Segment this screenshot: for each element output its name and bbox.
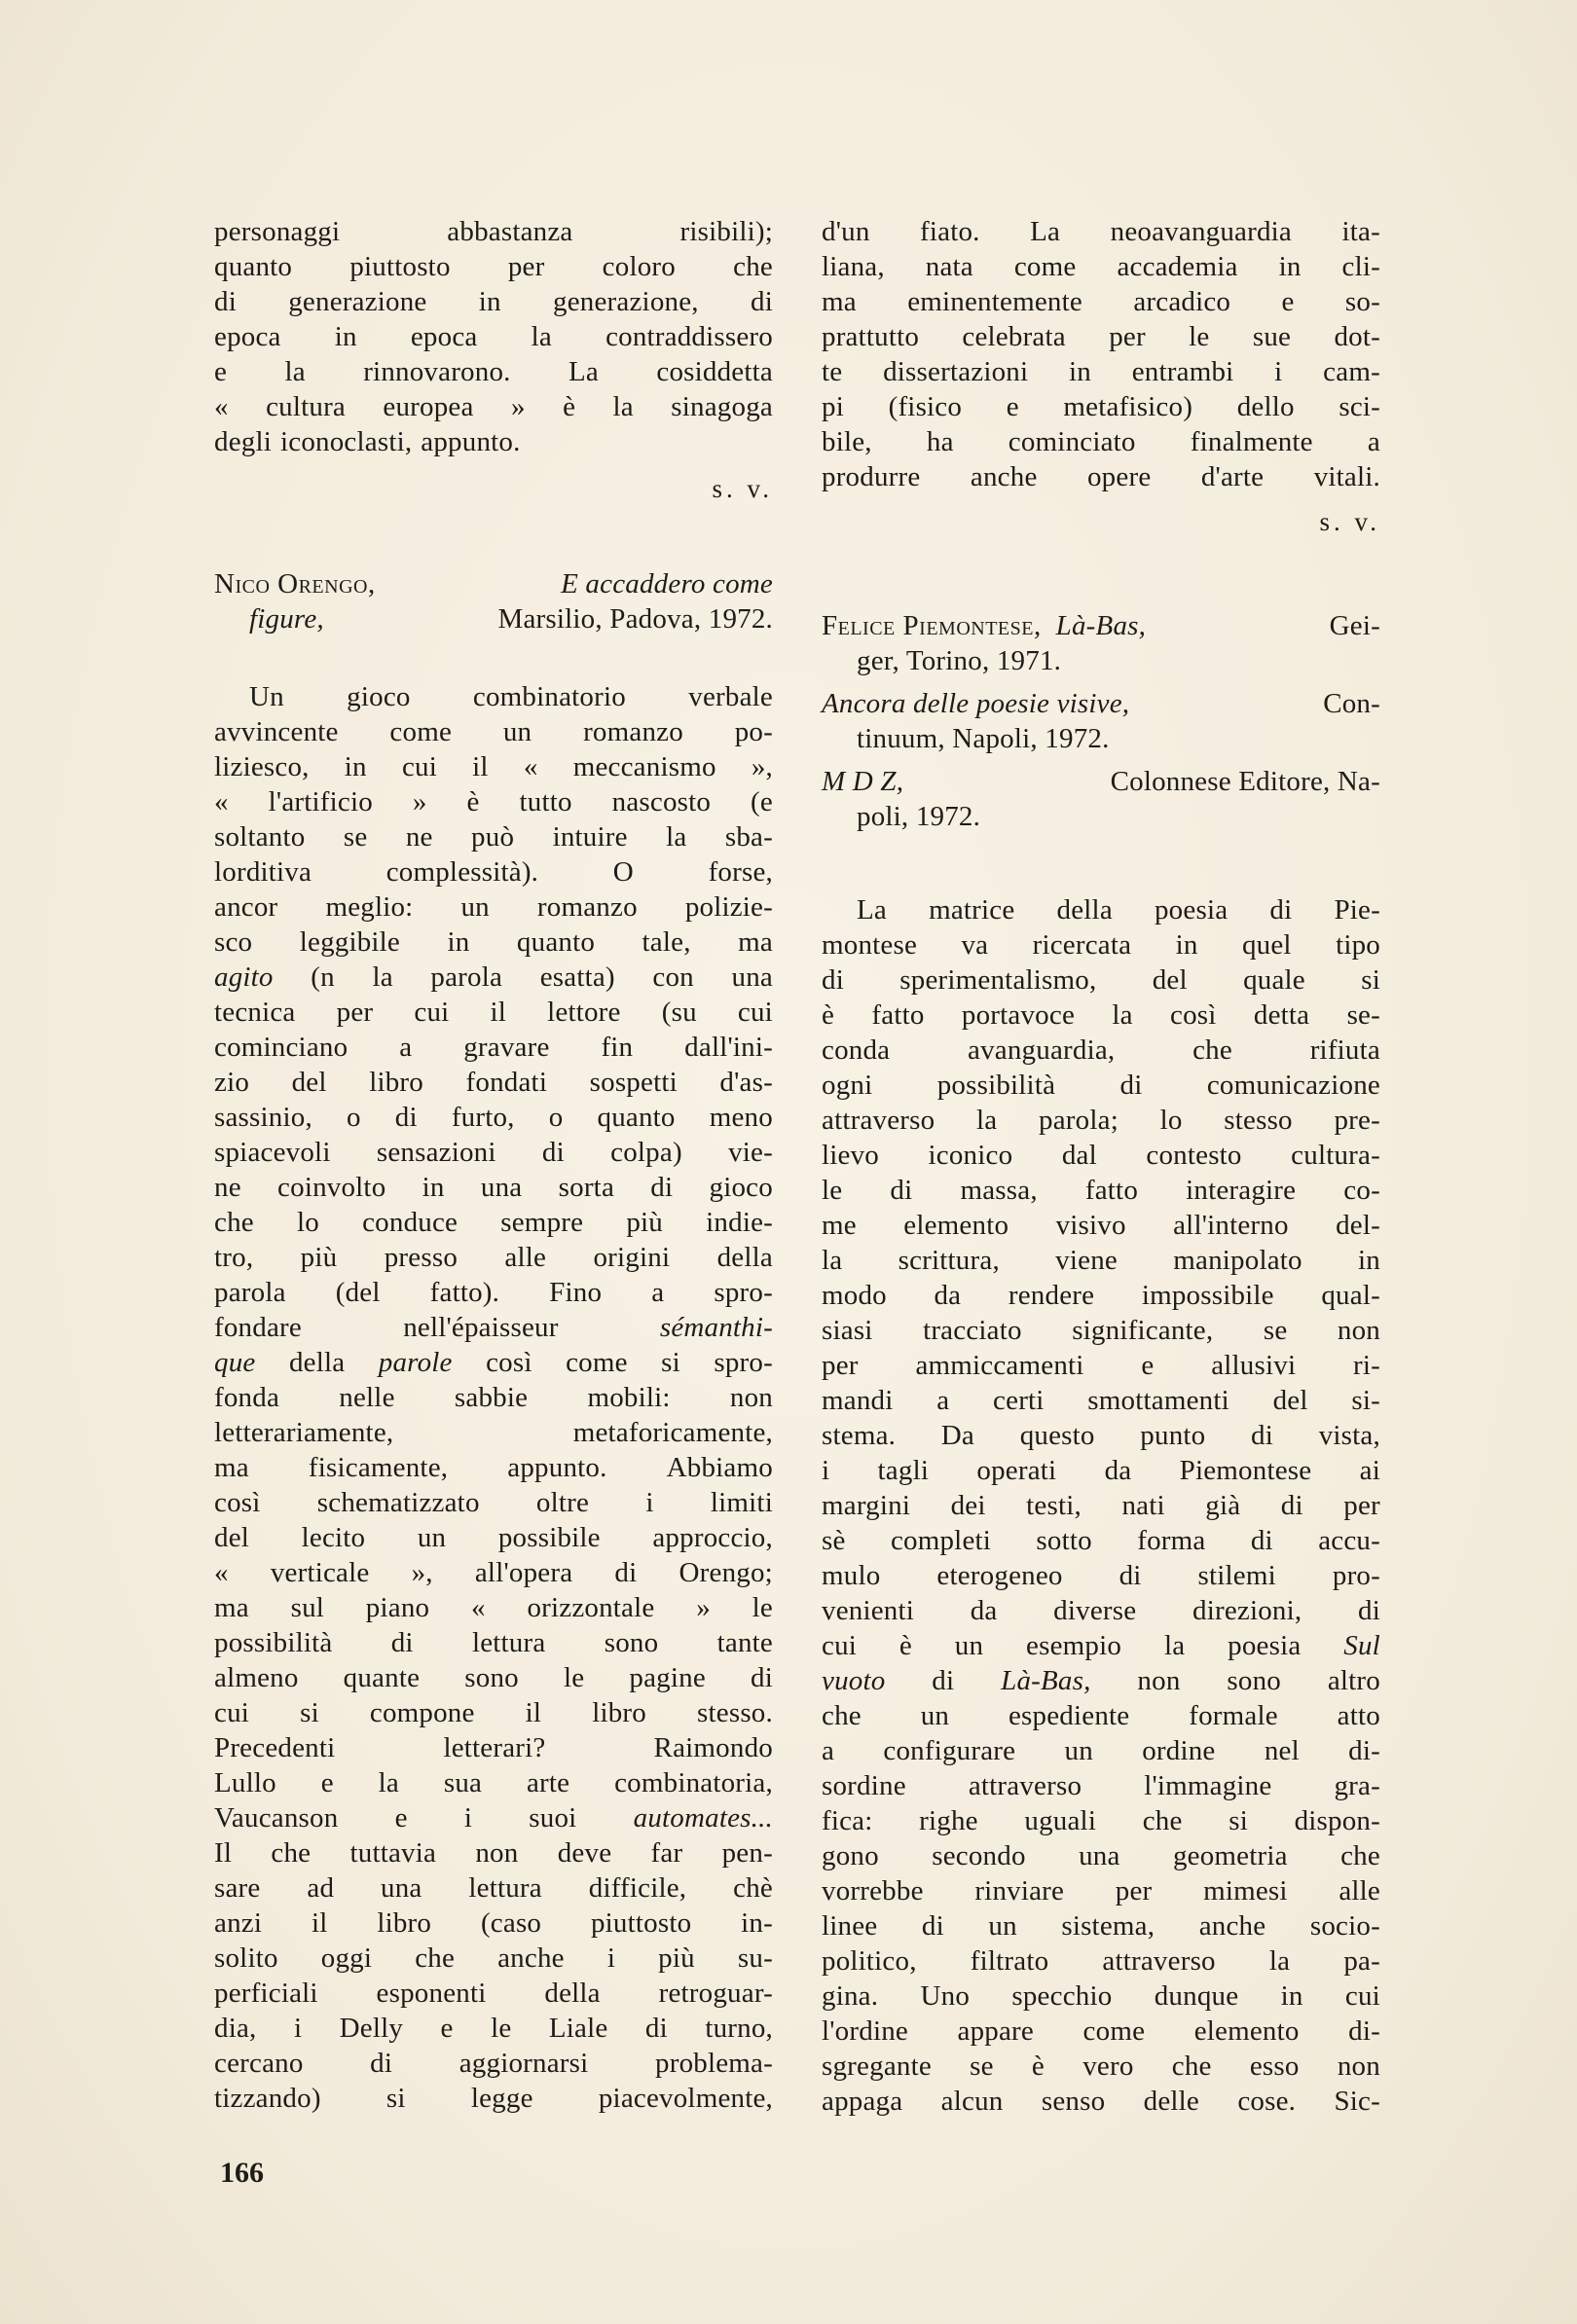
text-line: l'ordine appare come elemento di- [822, 2015, 1380, 2047]
text-line: te dissertazioni in entrambi i cam- [822, 356, 1380, 387]
text-line: ogni possibilità di comunicazione [822, 1070, 1380, 1101]
text-line: venienti da diverse direzioni, di [822, 1595, 1380, 1626]
text-line: prattutto celebrata per le sue dot- [822, 321, 1380, 352]
text-line: mandi a certi smottamenti del si- [822, 1385, 1380, 1416]
ref3-publisher: poli, 1972. [857, 801, 981, 832]
text-line: fica: righe uguali che si dispon- [822, 1805, 1380, 1836]
text-line: sordine attraverso l'immagine gra- [822, 1770, 1380, 1801]
text-line: ma eminentemente arcadico e so- [822, 286, 1380, 317]
text-line: gina. Uno specchio dunque in cui [822, 1980, 1380, 2012]
text-line: vuoto di Là-Bas, non sono altro [822, 1665, 1380, 1696]
text-line: ancor meglio: un romanzo polizie- [214, 891, 773, 923]
text-line: tro, più presso alle origini della [214, 1242, 773, 1273]
text-line: Vaucanson e i suoi automates... [214, 1802, 773, 1834]
ref1-rest: Gei- [1329, 610, 1380, 641]
text-line: lievo iconico dal contesto cultura- [822, 1140, 1380, 1171]
text-line: margini dei testi, nati già di per [822, 1490, 1380, 1521]
text-line: almeno quante sono le pagine di [214, 1662, 773, 1693]
text-line: tizzando) si legge piacevolmente, [214, 2083, 773, 2114]
text-line: per ammiccamenti e allusivi ri- [822, 1350, 1380, 1381]
previous-review-ending [822, 214, 1380, 494]
text-line: appaga alcun senso delle cose. Sic- [822, 2086, 1380, 2117]
text-line: dia, i Delly e le Liale di turno, [214, 2013, 773, 2044]
text-line: sgregante se è vero che esso non [822, 2051, 1380, 2082]
ref3-title: M D Z, [822, 766, 904, 797]
text-line: que della parole così come si spro- [214, 1347, 773, 1378]
text-line: d'un fiato. La neoavanguardia ita- [822, 216, 1380, 247]
text-line: montese va ricercata in quel tipo [822, 929, 1380, 961]
text-line: fonda nelle sabbie mobili: non [214, 1382, 773, 1413]
text-line: liana, nata come accademia in cli- [822, 251, 1380, 282]
text-line: Lullo e la sua arte combinatoria, [214, 1767, 773, 1798]
text-line: sco leggibile in quanto tale, ma [214, 926, 773, 958]
text-line: possibilità di lettura sono tante [214, 1627, 773, 1658]
text-line: degli iconoclasti, appunto. [214, 426, 521, 457]
text-line: « l'artificio » è tutto nascosto (e [214, 786, 773, 817]
text-line: le di massa, fatto interagire co- [822, 1175, 1380, 1206]
text-line: ne coinvolto in una sorta di gioco [214, 1172, 773, 1203]
book-author: Nico Orengo, [214, 568, 376, 599]
text-line: parola (del fatto). Fino a spro- [214, 1277, 773, 1308]
previous-review-ending [214, 214, 773, 459]
text-line: quanto piuttosto per coloro che [214, 251, 773, 282]
text-line: cominciano a gravare fin dall'ini- [214, 1032, 773, 1063]
ref2-publisher: tinuum, Napoli, 1972. [857, 723, 1110, 754]
text-line: che un espediente formale atto [822, 1700, 1380, 1731]
text-line: Il che tuttavia non deve far pen- [214, 1837, 773, 1869]
book-title: E accaddero come [561, 568, 773, 599]
text-line: perficiali esponenti della retroguar- [214, 1978, 773, 2009]
text-line: me elemento visivo all'interno del- [822, 1210, 1380, 1241]
text-line: politico, filtrato attraverso la pa- [822, 1945, 1380, 1977]
ref1-author-title: Felice Piemontese, Là-Bas, [822, 610, 1147, 641]
text-line: cui si compone il libro stesso. [214, 1697, 773, 1728]
references-heading [822, 608, 1380, 834]
text-line: di generazione in generazione, di [214, 286, 773, 317]
text-line: lorditiva complessità). O forse, [214, 856, 773, 888]
text-line: zio del libro fondati sospetti d'as- [214, 1067, 773, 1098]
text-line: anzi il libro (caso piuttosto in- [214, 1907, 773, 1939]
text-line: di sperimentalismo, del quale si [822, 964, 1380, 996]
text-line: soltanto se ne può intuire la sba- [214, 821, 773, 853]
text-line: mulo eterogeneo di stilemi pro- [822, 1560, 1380, 1591]
text-line: fondare nell'épaisseur sémanthi- [214, 1312, 773, 1343]
text-line: attraverso la parola; lo stesso pre- [822, 1105, 1380, 1136]
text-line: siasi tracciato significante, se non [822, 1315, 1380, 1346]
ref2-title: Ancora delle poesie visive, [822, 688, 1130, 719]
text-line: vorrebbe rinviare per mimesi alle [822, 1875, 1380, 1906]
page-number: 166 [220, 2157, 264, 2189]
text-line: « cultura europea » è la sinagoga [214, 391, 773, 422]
text-line: « verticale », all'opera di Orengo; [214, 1557, 773, 1588]
text-line: Un gioco combinatorio verbale [249, 681, 773, 712]
text-line: produrre anche opere d'arte vitali. [822, 461, 1380, 492]
text-line: ma sul piano « orizzontale » le [214, 1592, 773, 1623]
review-heading [214, 566, 773, 636]
text-line: la scrittura, viene manipolato in [822, 1245, 1380, 1276]
text-line: agito (n la parola esatta) con una [214, 962, 773, 993]
text-line: tecnica per cui il lettore (su cui [214, 997, 773, 1028]
ref2-rest: Con- [1323, 688, 1380, 719]
text-line: bile, ha cominciato finalmente a [822, 426, 1380, 457]
text-line: del lecito un possibile approccio, [214, 1522, 773, 1553]
text-line: Precedenti letterari? Raimondo [214, 1732, 773, 1763]
text-line: gono secondo una geometria che [822, 1840, 1380, 1871]
text-line: conda avanguardia, che rifiuta [822, 1035, 1380, 1066]
book-title-continued: figure, [249, 603, 324, 635]
text-line: è fatto portavoce la così detta se- [822, 999, 1380, 1031]
text-line: modo da rendere impossibile qual- [822, 1280, 1380, 1311]
text-line: ma fisicamente, appunto. Abbiamo [214, 1452, 773, 1483]
review-signature: s. v. [712, 474, 773, 503]
text-line: sassinio, o di furto, o quanto meno [214, 1102, 773, 1133]
text-line: avvincente come un romanzo po- [214, 716, 773, 747]
text-line: personaggi abbastanza risibili); [214, 216, 773, 247]
text-line: i tagli operati da Piemontese ai [822, 1455, 1380, 1486]
text-line: pi (fisico e metafisico) dello sci- [822, 391, 1380, 422]
text-line: stema. Da questo punto di vista, [822, 1420, 1380, 1451]
text-line: sè completi sotto forma di accu- [822, 1525, 1380, 1556]
book-publisher: Marsilio, Padova, 1972. [497, 603, 773, 635]
text-line: liziesco, in cui il « meccanismo », [214, 751, 773, 782]
text-line: cui è un esempio la poesia Sul [822, 1630, 1380, 1661]
review-body [214, 679, 773, 2116]
text-line: a configurare un ordine nel di- [822, 1735, 1380, 1766]
text-line: così schematizzato oltre i limiti [214, 1487, 773, 1518]
ref1-publisher: ger, Torino, 1971. [857, 645, 1062, 676]
text-line: spiacevoli sensazioni di colpa) vie- [214, 1137, 773, 1168]
text-line: solito oggi che anche i più su- [214, 1943, 773, 1974]
ref3-rest: Colonnese Editore, Na- [1110, 766, 1380, 797]
review-signature: s. v. [1319, 507, 1380, 536]
review-body [822, 892, 1380, 2119]
text-line: cercano di aggiornarsi problema- [214, 2048, 773, 2079]
text-line: e la rinnovarono. La cosiddetta [214, 356, 773, 387]
text-line: letterariamente, metaforicamente, [214, 1417, 773, 1448]
text-line: che lo conduce sempre più indie- [214, 1207, 773, 1238]
text-line: linee di un sistema, anche socio- [822, 1910, 1380, 1942]
text-line: epoca in epoca la contraddissero [214, 321, 773, 352]
text-line: La matrice della poesia di Pie- [857, 894, 1380, 926]
text-line: sare ad una lettura difficile, chè [214, 1872, 773, 1904]
